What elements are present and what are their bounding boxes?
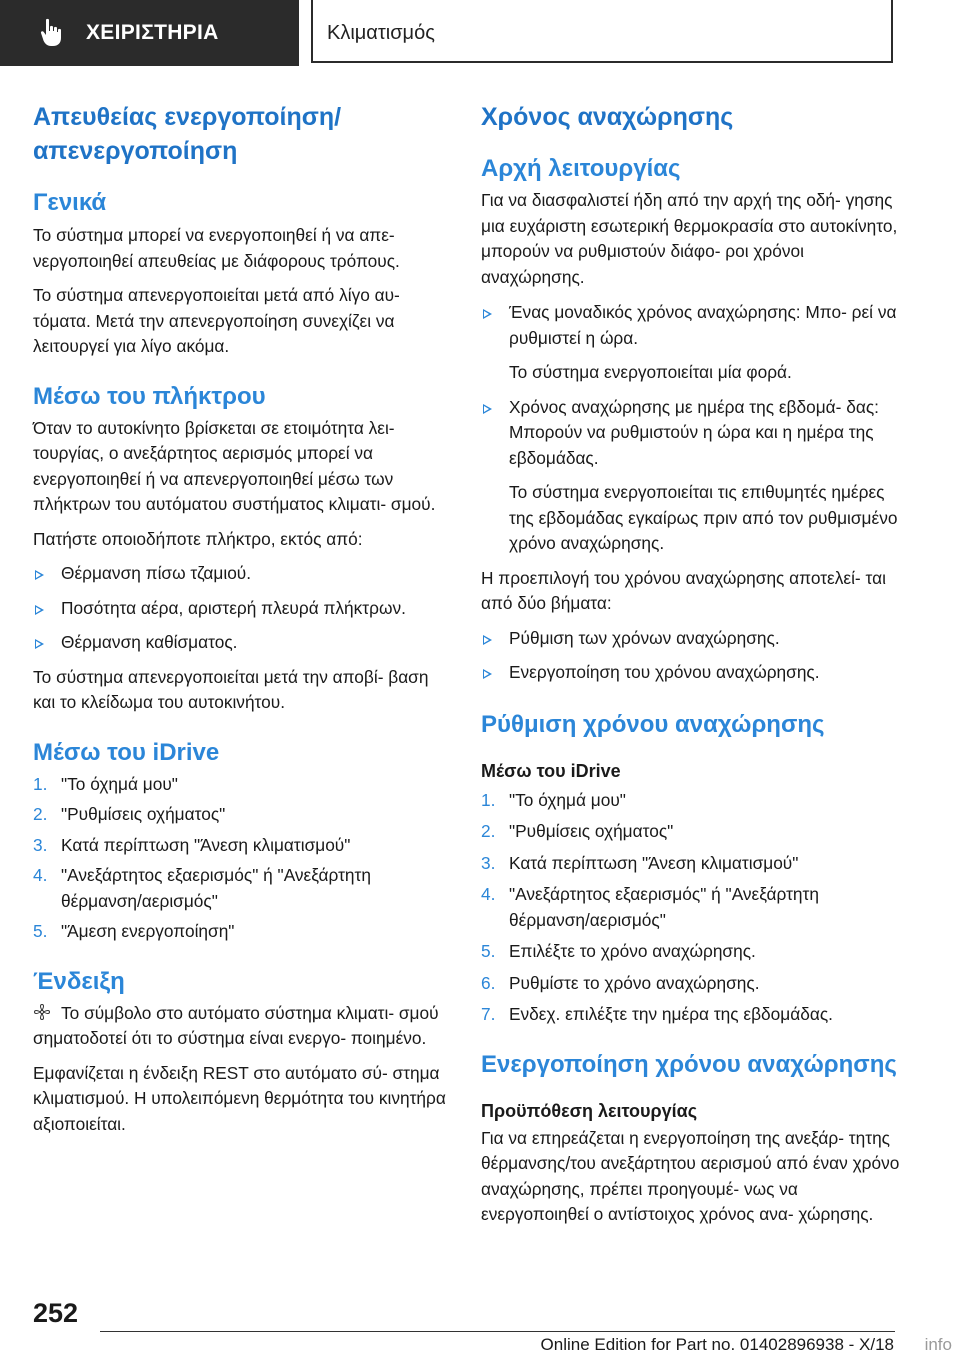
page-number: 252 [33,1298,79,1328]
key-paragraph-3: Το σύστημα απενεργοποιείται μετά την αποβί‐ βαση και το κλείδωμα του αυτοκινήτου. [33,666,429,712]
list-item: 5. Επιλέξτε το χρόνο αναχώρησης. [481,941,756,961]
page-header [0,0,960,66]
list-item: Θέρμανση καθίσματος. [33,630,453,656]
list-item-note: Το σύστημα ενεργοποιείται τις επιθυμητές ημέρες της εβδομάδας εγκαίρως πριν από τον ρυθμισμένο χρόνο αναχώρησης. [509,482,898,553]
list-item: 3. Κατά περίπτωση "Άνεση κλιματισμού" [481,852,799,873]
list-item: 1. "Το όχημά μου" [481,789,626,810]
list-item: 2. "Ρυθμίσεις οχήματος" [481,821,674,841]
list-item: 3. Κατά περίπτωση "Άνεση κλιματισμού" [33,834,351,855]
list-item: 7. Ενδεχ. επιλέξτε την ημέρα της εβδομάδας. [481,1004,833,1024]
footer-edition: Online Edition for Part no. 01402896938 - X/18 [540,1335,894,1354]
list-item: Θέρμανση πίσω τζαμιού. [33,561,453,587]
activation-paragraph: Για να επηρεάζεται η ενεργοποίηση της ανεξάρ‐ τητης θέρμανσης/του ανεξάρτητου αερισμού από έναν χρόνο αναχώρησης, πρέπει προηγουμέ‐ νως να ενεργοποιηθεί ο αντίστοιχος χρόνος ανα‐ χώρησης. [481,1127,900,1224]
list-item: 4. "Ανεξάρτητος εξαερισμός" ή "Ανεξάρτητη θέρμανση/αερισμός" [481,884,819,930]
bullet-triangle-icon [35,570,44,580]
activation-heading: Ενεργοποίηση χρόνου αναχώρησης [481,1050,897,1078]
list-item: Ρύθμιση των χρόνων αναχώρησης. [481,626,903,652]
steps-paragraph: Η προεπιλογή του χρόνου αναχώρησης αποτελεί‐ ται από δύο βήματα: [481,567,886,613]
list-item: Ποσότητα αέρα, αριστερή πλευρά πλήκτρων. [33,596,453,622]
setting-heading: Ρύθμιση χρόνου αναχώρησης [481,710,825,738]
general-paragraph-2: Το σύστημα απενεργοποιείται μετά από λίγο αυ‐ τόματα. Μετά την απενεργοποίηση συνεχίζει να λειτουργεί για λίγο ακόμα. [33,285,400,356]
fan-icon [33,1003,51,1021]
setting-subheading: Μέσω του iDrive [481,760,621,781]
general-paragraph-1: Το σύστημα μπορεί να ενεργοποιηθεί ή να απε‐ νεργοποιηθεί απευθείας με διάφορους τρόπους. [33,225,400,271]
principle-paragraph: Για να διασφαλιστεί ήδη από την αρχή της οδή‐ γησης μια ευχάριστη εσωτερική θερμοκρασία στο αυτοκίνητο, μπορούν να ρυθμιστούν διάφο‐ ροι χρόνοι αναχώρησης. [481,190,898,287]
bullet-triangle-icon [35,605,44,615]
list-item: 2. "Ρυθμίσεις οχήματος" [33,804,226,824]
departure-time-title: Χρόνος αναχώρησης [481,103,734,131]
principle-heading: Αρχή λειτουργίας [481,155,681,182]
section-tab [0,0,299,66]
activation-subheading: Προϋπόθεση λειτουργίας [481,1100,698,1121]
bullet-triangle-icon [483,309,492,319]
list-item: Ένας μοναδικός χρόνος αναχώρησης: Μπο‐ ρεί να ρυθμιστεί η ώρα. [481,300,903,351]
list-item-note: Το σύστημα ενεργοποιείται μία φορά. [509,362,792,382]
chapter-title: Κλιματισμός [327,22,435,44]
key-heading: Μέσω του πλήκτρου [33,382,266,410]
list-item: 1. "Το όχημά μου" [33,773,178,794]
bullet-triangle-icon [483,404,492,414]
list-item: Χρόνος αναχώρησης με ημέρα της εβδομά‐ δας: Μπορούν να ρυθμιστούν η ώρα και η ημέρα της εβδομάδας. [481,395,903,472]
bullet-triangle-icon [483,669,492,679]
idrive-heading: Μέσω του iDrive [33,738,220,766]
indicator-paragraph-1: Το σύμβολο στο αυτόματο σύστημα κλιματι‐ σμού σηματοδοτεί ότι το σύστημα είναι ενεργο‐ ποιημένο. [33,1002,439,1048]
hand-pointer-icon [40,18,68,48]
footer-divider [100,1331,895,1332]
direct-activation-title: Απευθείας ενεργοποίηση/ απενεργοποίηση [33,103,342,165]
key-paragraph-2: Πατήστε οποιοδήποτε πλήκτρο, εκτός από: [33,528,363,549]
footer-watermark: info [924,1335,952,1354]
general-heading: Γενικά [33,189,107,216]
key-paragraph-1: Όταν το αυτοκίνητο βρίσκεται σε ετοιμότητα λει‐ τουργίας, ο ανεξάρτητος αερισμός μπορεί να ενεργοποιηθεί ή να απενεργοποιηθεί μέσω των πλήκτρων του αυτόματου συστήματος κλιματι‐ σμού. [33,417,436,514]
list-item: 6. Ρυθμίστε το χρόνο αναχώρησης. [481,972,760,993]
left-column [33,100,453,1137]
bullet-triangle-icon [35,639,44,649]
indicator-paragraph-2: Εμφανίζεται η ένδειξη REST στο αυτόματο σύ‐ στημα κλιματισμού. Η υπολειπόμενη θερμότητα του κινητήρα αξιοποιείται. [33,1062,446,1134]
right-column [481,100,903,1228]
list-item: Ενεργοποίηση του χρόνου αναχώρησης. [481,660,903,686]
indicator-heading: Ένδειξη [33,967,125,995]
chapter-box [311,0,893,63]
list-item: 5. "Άμεση ενεργοποίηση" [33,921,235,941]
section-tab-label: ΧΕΙΡΙΣΤΗΡΙΑ [86,21,219,44]
bullet-triangle-icon [483,635,492,645]
list-item: 4. "Ανεξάρτητος εξαερισμός" ή "Ανεξάρτητη θέρμανση/αερισμός" [33,865,371,911]
